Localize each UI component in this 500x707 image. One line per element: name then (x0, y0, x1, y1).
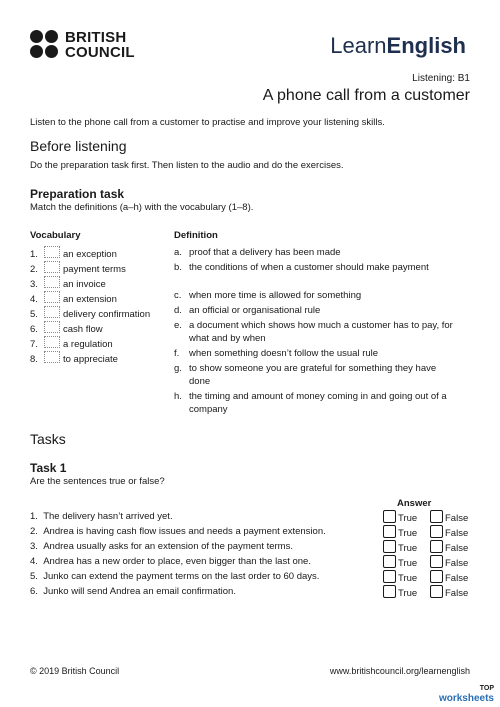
before-listening-text: Do the preparation task first. Then listen to the audio and do the exercises. (30, 160, 344, 171)
learnenglish-logo: LearnEnglish (330, 33, 466, 58)
intro-text: Listen to the phone call from a customer to practise and improve your listening skills. (30, 117, 385, 128)
question-row: 5. Junko can extend the payment terms on the last order to 60 days. (30, 571, 320, 582)
true-checkbox[interactable] (383, 585, 396, 598)
false-option[interactable]: False (430, 585, 468, 601)
answer-blank[interactable] (44, 336, 60, 348)
answer-blank[interactable] (44, 261, 60, 273)
vocab-row: 4. an extension (30, 291, 117, 305)
question-row: 4. Andrea has a new order to place, even bigger than the last one. (30, 556, 311, 567)
vocab-row: 2. payment terms (30, 261, 126, 275)
task1-heading: Task 1 (30, 461, 67, 475)
answer-blank[interactable] (44, 306, 60, 318)
copyright: © 2019 British Council (30, 666, 120, 676)
preparation-heading: Preparation task (30, 187, 125, 201)
answer-blank[interactable] (44, 246, 60, 258)
question-row: 1. The delivery hasn’t arrived yet. (30, 511, 173, 522)
logo-dots-icon (30, 30, 60, 60)
false-option[interactable]: False (430, 570, 468, 586)
false-checkbox[interactable] (430, 585, 443, 598)
true-checkbox[interactable] (383, 540, 396, 553)
answer-blank[interactable] (44, 291, 60, 303)
true-option[interactable]: True (383, 510, 417, 526)
vocab-row: 7. a regulation (30, 336, 113, 350)
false-option[interactable]: False (430, 510, 468, 526)
true-checkbox[interactable] (383, 510, 396, 523)
topworksheets-badge: TOP worksheets (438, 685, 494, 704)
true-option[interactable]: True (383, 585, 417, 601)
definition-item: a. proof that a delivery has been made (174, 247, 341, 258)
false-checkbox[interactable] (430, 570, 443, 583)
definition-item: c. when more time is allowed for something (174, 290, 362, 301)
false-option[interactable]: False (430, 525, 468, 541)
true-option[interactable]: True (383, 525, 417, 541)
definition-item: f. when something doesn’t follow the usual rule (174, 348, 379, 359)
definition-item: e. a document which shows how much a customer has to pay, for what and by when (174, 320, 453, 344)
false-checkbox[interactable] (430, 525, 443, 538)
vocab-row: 6. cash flow (30, 321, 103, 335)
true-option[interactable]: True (383, 540, 417, 556)
false-option[interactable]: False (430, 555, 468, 571)
question-row: 6. Junko will send Andrea an email confirmation. (30, 586, 236, 597)
answer-header: Answer (397, 498, 432, 509)
vocab-row: 5. delivery confirmation (30, 306, 150, 320)
tasks-heading: Tasks (30, 431, 66, 447)
definition-item: g. to show someone you are grateful for something they have done (174, 363, 437, 387)
answer-blank[interactable] (44, 321, 60, 333)
true-option[interactable]: True (383, 570, 417, 586)
false-checkbox[interactable] (430, 540, 443, 553)
false-option[interactable]: False (430, 540, 468, 556)
question-row: 3. Andrea usually asks for an extension of the payment terms. (30, 541, 293, 552)
true-checkbox[interactable] (383, 555, 396, 568)
british-council-logo (30, 30, 150, 62)
vocab-row: 1. an exception (30, 246, 117, 260)
false-checkbox[interactable] (430, 555, 443, 568)
preparation-instruction: Match the definitions (a–h) with the vocabulary (1–8). (30, 202, 254, 213)
true-checkbox[interactable] (383, 525, 396, 538)
footer-url[interactable]: www.britishcouncil.org/learnenglish (329, 666, 470, 676)
brand-name: BRITISH COUNCIL (65, 29, 135, 61)
question-row: 2. Andrea is having cash flow issues and needs a payment extension. (30, 526, 326, 537)
vocabulary-header: Vocabulary (30, 230, 81, 241)
definition-header: Definition (174, 230, 218, 241)
answer-blank[interactable] (44, 276, 60, 288)
page-title: A phone call from a customer (262, 87, 470, 104)
level-label: Listening: B1 (412, 73, 470, 84)
definition-item: h. the timing and amount of money coming in and going out of a company (174, 391, 447, 415)
definition-item: b. the conditions of when a customer should make payment (174, 262, 429, 273)
before-listening-heading: Before listening (30, 138, 127, 154)
answer-blank[interactable] (44, 351, 60, 363)
vocab-row: 3. an invoice (30, 276, 106, 290)
task1-instruction: Are the sentences true or false? (30, 476, 165, 487)
true-checkbox[interactable] (383, 570, 396, 583)
vocab-row: 8. to appreciate (30, 351, 118, 365)
true-option[interactable]: True (383, 555, 417, 571)
false-checkbox[interactable] (430, 510, 443, 523)
definition-item: d. an official or organisational rule (174, 305, 321, 316)
